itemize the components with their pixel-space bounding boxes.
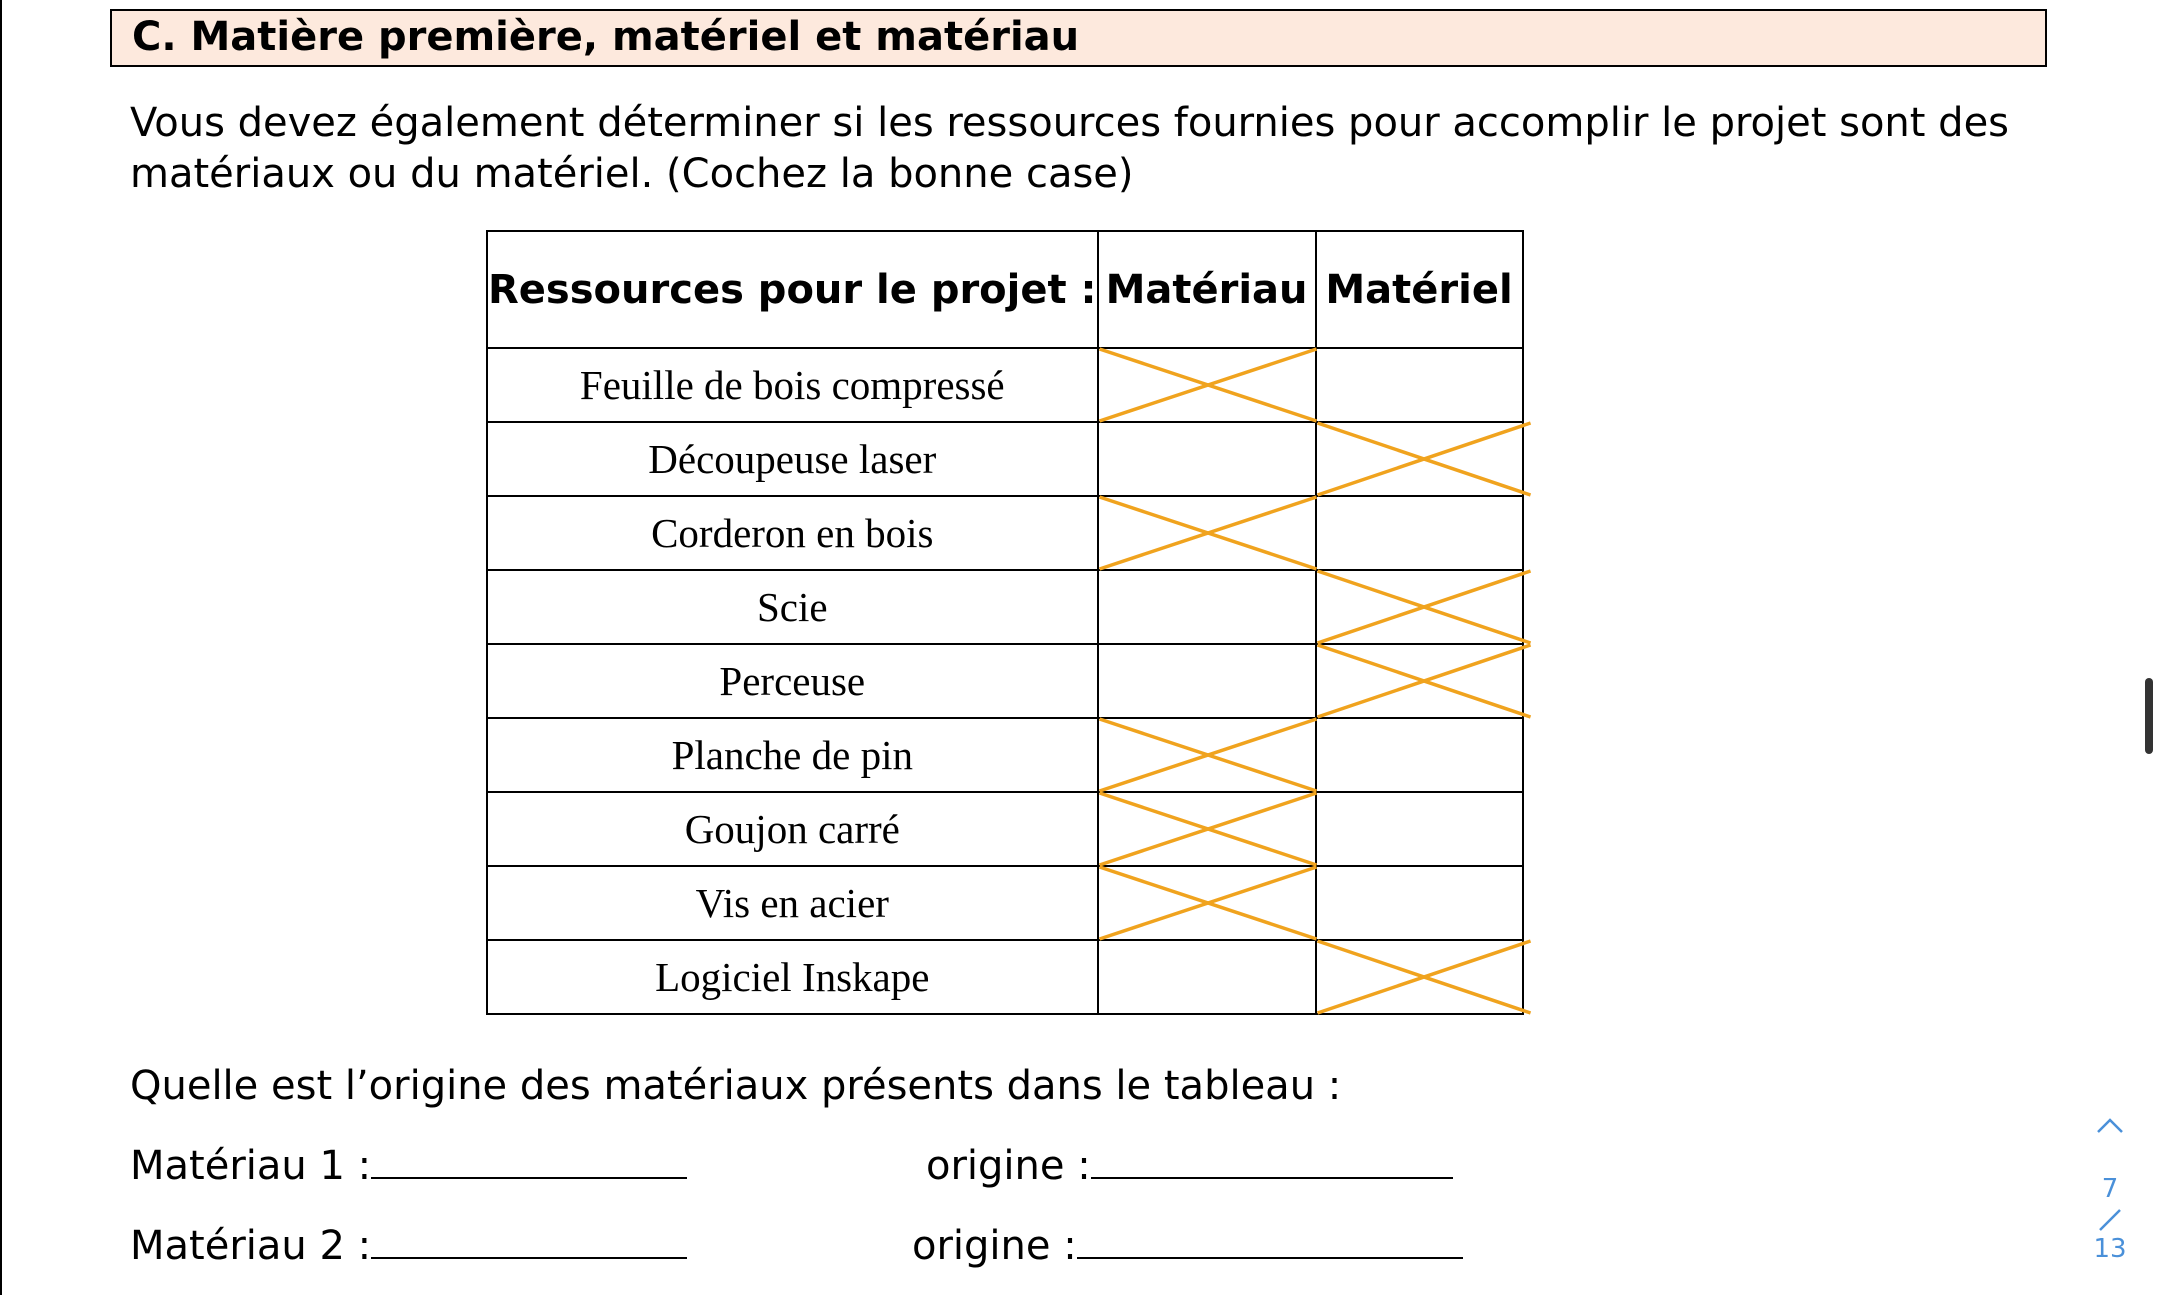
materiau-checkbox-cell[interactable] (1098, 866, 1316, 940)
section-header (110, 9, 2047, 67)
table-row (487, 570, 1523, 644)
materiel-checkbox-cell[interactable] (1316, 348, 1523, 422)
scrollbar-thumb[interactable] (2145, 678, 2153, 754)
table-row (487, 718, 1523, 792)
table-row (487, 866, 1523, 940)
materiau-checkbox-cell[interactable] (1098, 940, 1316, 1014)
resource-label: Scie (487, 570, 1098, 644)
origine1-blank[interactable] (1091, 1143, 1453, 1179)
header-materiau: Matériau (1098, 231, 1316, 348)
page-indicator (2090, 1110, 2130, 1264)
materiel-checkbox-cell[interactable] (1316, 570, 1523, 644)
resource-label: Vis en acier (487, 866, 1098, 940)
materiel-checkbox-cell[interactable] (1316, 718, 1523, 792)
resource-label: Découpeuse laser (487, 422, 1098, 496)
materiau-checkbox-cell[interactable] (1098, 496, 1316, 570)
origin-question: Quelle est l’origine des matériaux présents dans le tableau : (130, 1063, 1342, 1109)
materiau1-blank[interactable] (371, 1143, 687, 1179)
materiel-checkbox-cell[interactable] (1316, 940, 1523, 1014)
materiau2-label: Matériau 2 : (130, 1223, 372, 1269)
header-materiel: Matériel (1316, 231, 1523, 348)
materiau2-blank[interactable] (371, 1223, 687, 1259)
materiau-checkbox-cell[interactable] (1098, 422, 1316, 496)
chevron-up-icon[interactable] (2090, 1110, 2130, 1140)
table-row (487, 496, 1523, 570)
intro-paragraph: Vous devez également déterminer si les ressources fournies pour accomplir le projet sont des matériaux ou du matériel. (Cochez la bonne case) (130, 100, 2010, 197)
materiau-checkbox-cell[interactable] (1098, 718, 1316, 792)
page-left-edge (0, 0, 2, 1295)
resource-label: Feuille de bois compressé (487, 348, 1098, 422)
resource-label: Logiciel Inskape (487, 940, 1098, 1014)
page-separator-slash (2090, 1204, 2130, 1234)
materiau2-line (130, 1222, 687, 1270)
resource-label: Planche de pin (487, 718, 1098, 792)
page-total: 13 (2093, 1234, 2127, 1264)
resource-label: Corderon en bois (487, 496, 1098, 570)
page-current: 7 (2101, 1174, 2119, 1204)
table-header-row (487, 231, 1523, 348)
materiau1-label: Matériau 1 : (130, 1143, 372, 1189)
materiel-checkbox-cell[interactable] (1316, 792, 1523, 866)
table-row (487, 792, 1523, 866)
table-row (487, 940, 1523, 1014)
table-row (487, 348, 1523, 422)
origine1-label: origine : (926, 1143, 1091, 1189)
materiau-checkbox-cell[interactable] (1098, 644, 1316, 718)
table-row (487, 644, 1523, 718)
materiel-checkbox-cell[interactable] (1316, 866, 1523, 940)
resource-label: Perceuse (487, 644, 1098, 718)
origine1-line (926, 1142, 1453, 1190)
table-row (487, 422, 1523, 496)
header-resources: Ressources pour le projet : (487, 231, 1098, 348)
materiau-checkbox-cell[interactable] (1098, 792, 1316, 866)
materiel-checkbox-cell[interactable] (1316, 644, 1523, 718)
materiel-checkbox-cell[interactable] (1316, 496, 1523, 570)
resource-label: Goujon carré (487, 792, 1098, 866)
materiau-checkbox-cell[interactable] (1098, 348, 1316, 422)
section-title: C. Matière première, matériel et matériau (132, 14, 1080, 60)
resources-table (486, 230, 1524, 1015)
origine2-line (912, 1222, 1463, 1270)
materiau1-line (130, 1142, 687, 1190)
origine2-label: origine : (912, 1223, 1077, 1269)
materiau-checkbox-cell[interactable] (1098, 570, 1316, 644)
materiel-checkbox-cell[interactable] (1316, 422, 1523, 496)
origine2-blank[interactable] (1077, 1223, 1463, 1259)
